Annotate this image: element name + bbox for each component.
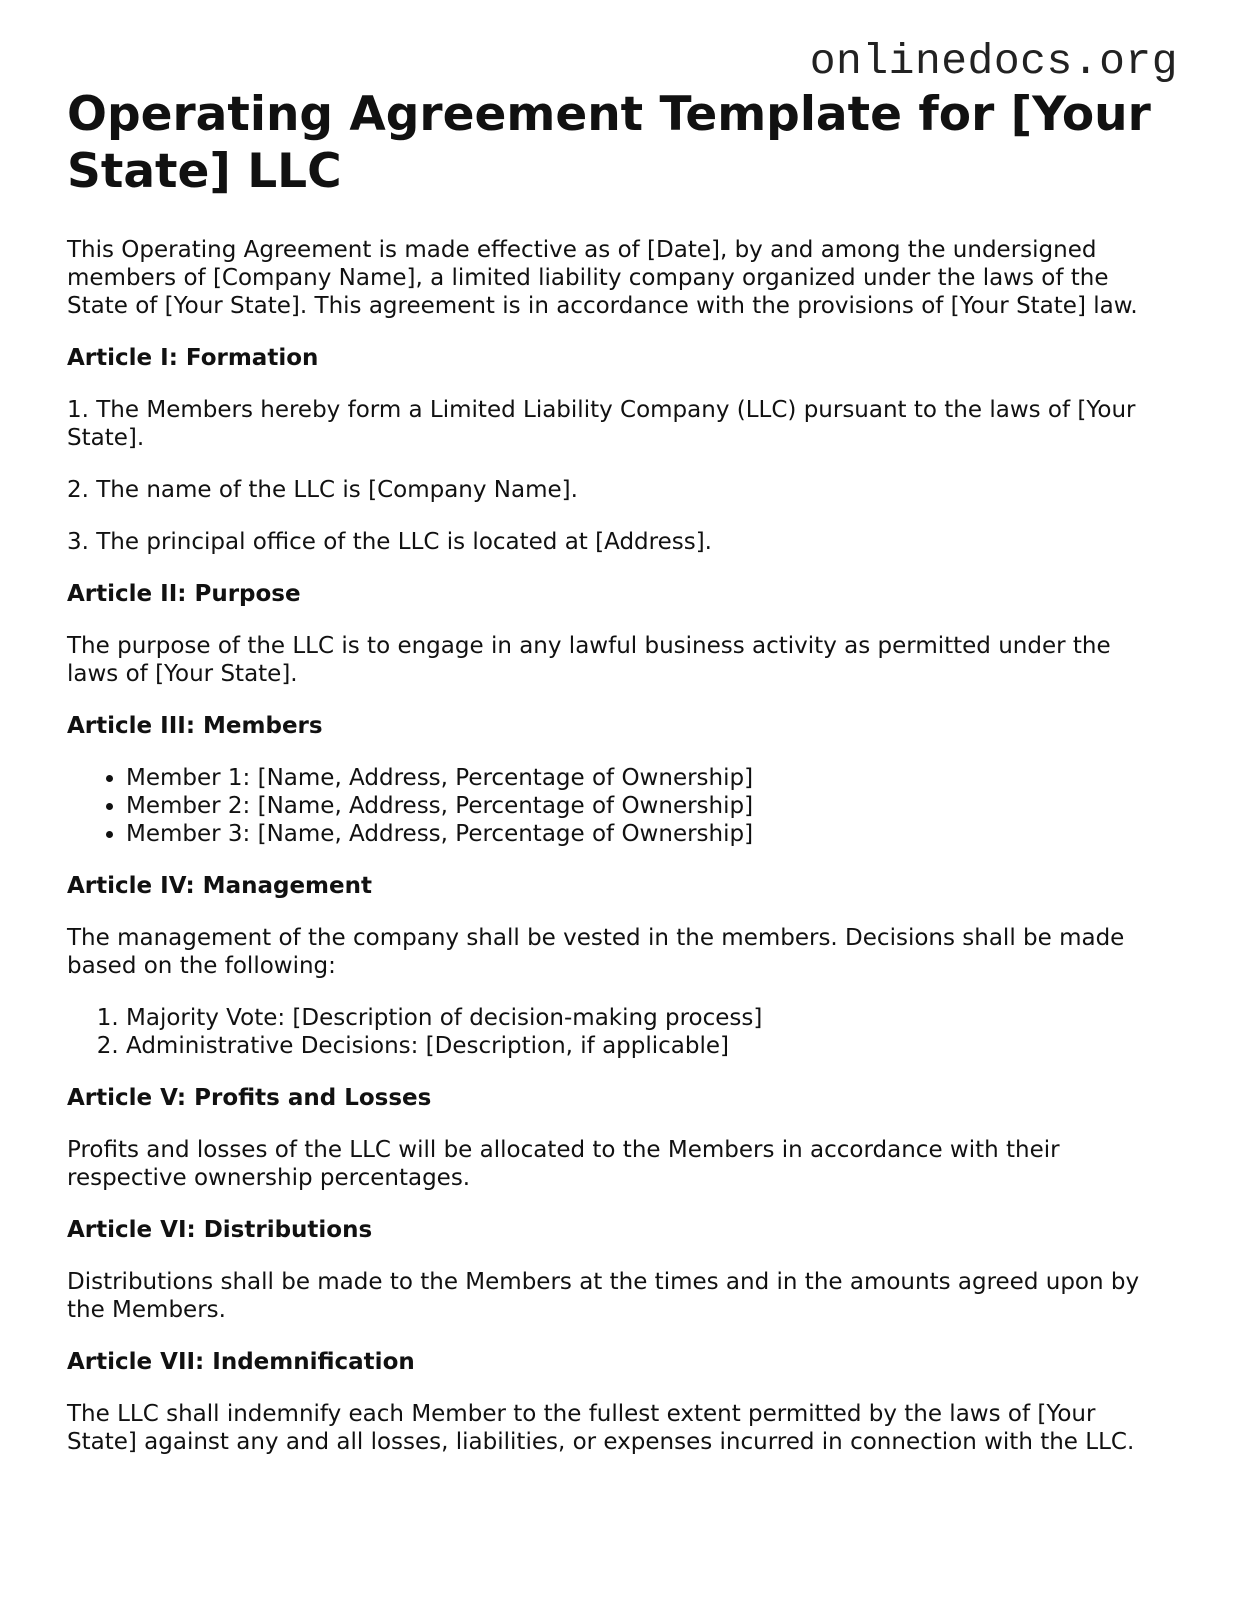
management-item: 1. Majority Vote: [Description of decision-making process] — [126, 1004, 1167, 1032]
member-item: • Member 3: [Name, Address, Percentage of Ownership] — [126, 820, 1167, 848]
article-2-heading: Article II: Purpose — [67, 581, 301, 607]
intro-paragraph: This Operating Agreement is made effective as of [Date], by and among the undersigned members of [Company Name], a limited liability company organized under the laws of the State of [Your State]. This agreement is in accordance with the provisions of [Your State] law. — [67, 237, 1138, 319]
article-5-heading: Article V: Profits and Losses — [67, 1085, 432, 1111]
article-1-heading: Article I: Formation — [67, 345, 319, 371]
formation-clause-1: 1. The Members hereby form a Limited Liability Company (LLC) pursuant to the laws of [Your State]. — [67, 397, 1136, 451]
distributions-paragraph: Distributions shall be made to the Members at the times and in the amounts agreed upon by the Members. — [67, 1269, 1140, 1323]
management-paragraph: The management of the company shall be vested in the members. Decisions shall be made based on the following: — [67, 925, 1125, 979]
management-list — [67, 1004, 1167, 1060]
formation-clause-3: 3. The principal office of the LLC is located at [Address]. — [67, 529, 712, 555]
members-list — [67, 764, 1167, 848]
article-3-heading: Article III: Members — [67, 713, 323, 739]
article-4-heading: Article IV: Management — [67, 873, 372, 899]
management-item: 2. Administrative Decisions: [Description, if applicable] — [126, 1032, 1167, 1060]
article-7-heading: Article VII: Indemnification — [67, 1349, 415, 1375]
member-item: • Member 1: [Name, Address, Percentage of Ownership] — [126, 764, 1167, 792]
member-item: • Member 2: [Name, Address, Percentage of Ownership] — [126, 792, 1167, 820]
indemnification-paragraph: The LLC shall indemnify each Member to the fullest extent permitted by the laws of [Your State] against any and all losses, liabilities, or expenses incurred in connection with the LLC. — [67, 1401, 1135, 1455]
article-6-heading: Article VI: Distributions — [67, 1217, 373, 1243]
purpose-paragraph: The purpose of the LLC is to engage in any lawful business activity as permitted under the laws of [Your State]. — [67, 633, 1111, 687]
document-body — [67, 86, 1167, 1480]
formation-clause-2: 2. The name of the LLC is [Company Name]. — [67, 477, 578, 503]
document-title: Operating Agreement Template for [Your State] LLC — [67, 87, 1151, 199]
site-watermark: onlinedocs.org — [809, 37, 1178, 86]
profits-paragraph: Profits and losses of the LLC will be allocated to the Members in accordance with their respective ownership percentages. — [67, 1137, 1060, 1191]
